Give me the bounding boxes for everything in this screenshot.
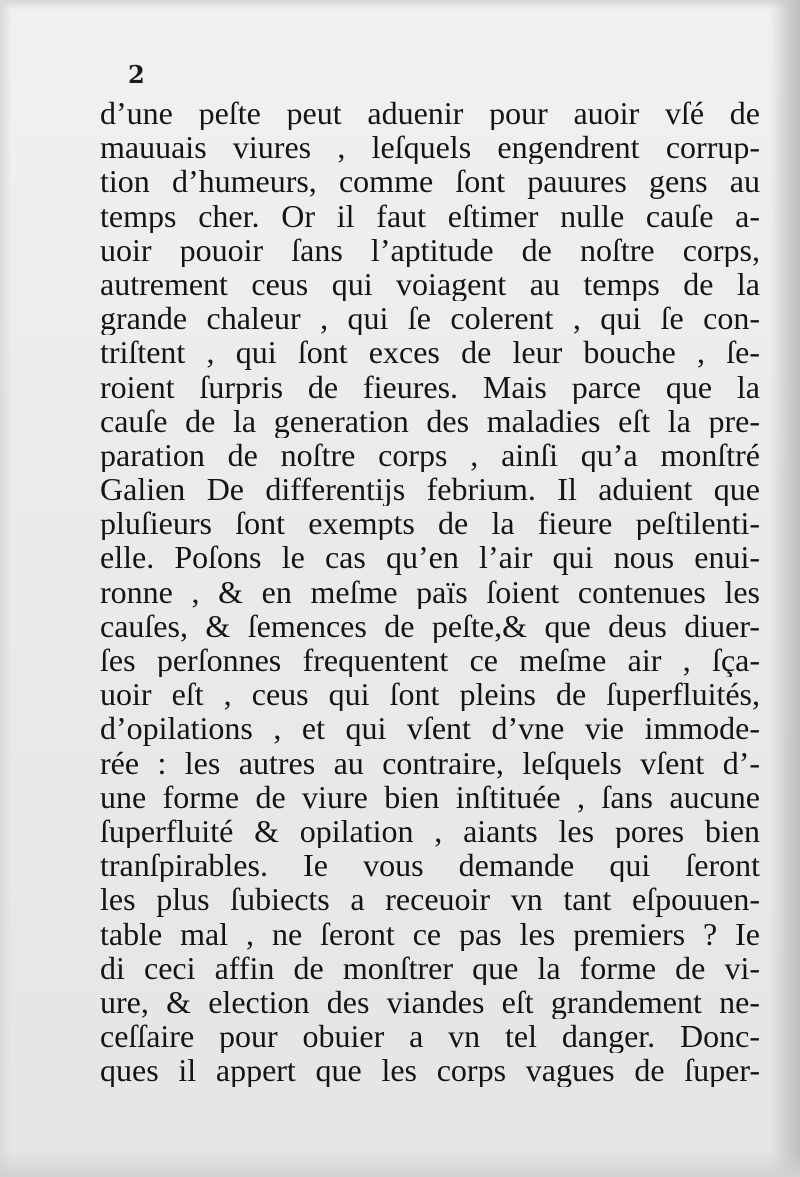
text-line: ques il appert que les corps vagues de ſuper- (100, 1053, 760, 1088)
text-line: uoir eſt , ceus qui ſont pleins de ſuperfluités, (100, 677, 760, 712)
text-line: elle. Poſons le cas qu’en l’air qui nous enui- (100, 540, 760, 575)
text-line: Galien De differentijs febrium. Il aduient que (100, 472, 760, 507)
text-line: mauuais viures , leſquels engendrent corrup- (100, 130, 760, 165)
text-line: ure, & election des viandes eſt grandement ne- (100, 984, 760, 1020)
text-line: ſuperfluité & opilation , aiants les pores bien (100, 813, 760, 849)
page-edge-left (0, 0, 12, 1177)
page-edge-bottom (0, 1151, 800, 1177)
text-line: d’opilations , et qui vſent d’vne vie immode- (100, 711, 760, 746)
text-line: d’une peſte peut aduenir pour auoir vſé de (100, 96, 760, 131)
text-line: rée : les autres au contraire, leſquels vſent d’- (100, 745, 760, 780)
text-line: paration de noſtre corps , ainſi qu’a monſtré (100, 437, 760, 473)
text-line: triſtent , qui ſont exces de leur bouche , ſe- (100, 335, 760, 370)
text-line: ronne , & en meſme païs ſoient contenues les (100, 574, 760, 609)
text-line: table mal , ne ſeront ce pas les premiers ? Ie (100, 916, 760, 951)
text-line: di ceci affin de monſtrer que la forme de vi- (100, 950, 760, 985)
text-line: ceſſaire pour obuier a vn tel danger. Donc- (100, 1019, 760, 1054)
page-number: 2 (128, 60, 145, 89)
body-text (100, 96, 760, 1087)
text-line: autrement ceus qui voiagent au temps de la (100, 266, 760, 302)
text-line: temps cher. Or il faut eſtimer nulle cauſe a- (100, 198, 760, 233)
text-line: tion d’humeurs, comme ſont pauures gens au (100, 164, 760, 199)
text-line: uoir pouoir ſans l’aptitude de noſtre corps, (100, 232, 760, 267)
text-line: cauſes, & ſemences de peſte,& que deus diuer- (100, 608, 760, 643)
page-edge-top (0, 0, 800, 10)
text-line: tranſpirables. Ie vous demande qui ſeront (100, 848, 760, 883)
text-line: une forme de viure bien inſtituée , ſans aucune (100, 779, 760, 814)
text-line: ſes perſonnes frequentent ce meſme air , ſça- (100, 643, 760, 678)
text-line: pluſieurs ſont exempts de la fieure peſtilenti- (100, 506, 760, 541)
text-line: cauſe de la generation des maladies eſt la pre- (100, 403, 760, 438)
page-edge-right (770, 0, 800, 1177)
text-line: roient ſurpris de fieures. Mais parce que la (100, 369, 760, 404)
text-line: grande chaleur , qui ſe colerent , qui ſe con- (100, 301, 760, 336)
text-line: les plus ſubiects a receuoir vn tant eſpouuen- (100, 882, 760, 917)
